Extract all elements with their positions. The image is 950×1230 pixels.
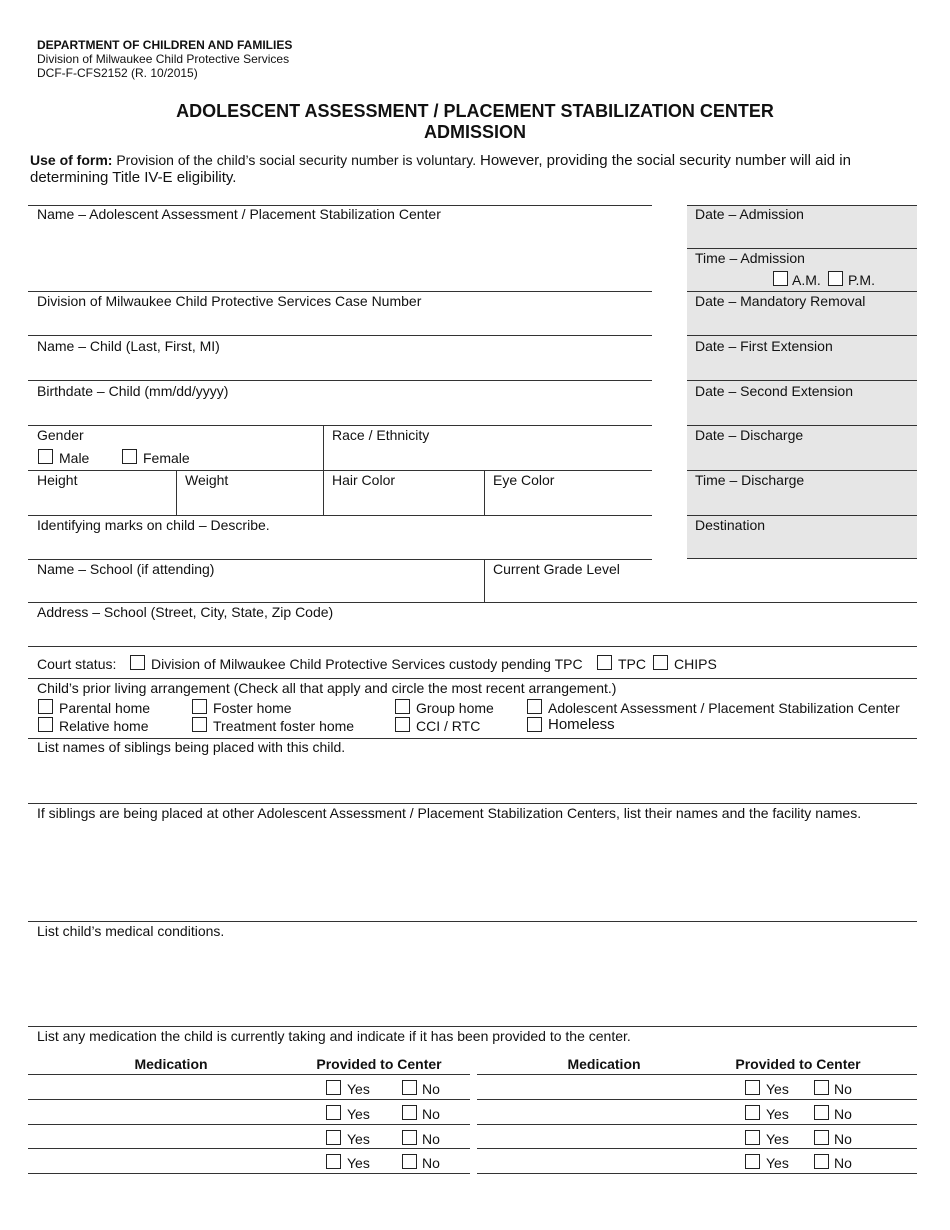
- medical-conditions-label: List child’s medical conditions.: [37, 923, 225, 939]
- medication-col-header-right: Medication: [567, 1056, 641, 1072]
- height-input[interactable]: [36, 490, 175, 514]
- date-admission-input[interactable]: [694, 224, 916, 248]
- weight-input[interactable]: [184, 490, 323, 514]
- provided-yes-checkbox[interactable]: [326, 1080, 341, 1095]
- provided-yes-checkbox[interactable]: [326, 1154, 341, 1169]
- provided-yes-checkbox[interactable]: [745, 1080, 760, 1095]
- cci-rtc-label: CCI / RTC: [416, 718, 481, 734]
- use-of-form-text: Provision of the child’s social security number is voluntary.: [116, 152, 477, 168]
- living-arrangement-label: Child’s prior living arrangement (Check all that apply and circle the most recent arrangement.): [37, 680, 617, 696]
- female-checkbox[interactable]: [122, 449, 137, 464]
- am-label: A.M.: [792, 272, 821, 288]
- medical-conditions-input[interactable]: [36, 942, 915, 1028]
- height-label: Height: [37, 472, 78, 488]
- medication-name-input[interactable]: [30, 1152, 314, 1174]
- marks-input[interactable]: [36, 535, 650, 559]
- hair-color-input[interactable]: [331, 490, 485, 514]
- destination-input[interactable]: [694, 535, 916, 558]
- no-label: No: [422, 1131, 440, 1147]
- race-label: Race / Ethnicity: [332, 427, 430, 443]
- siblings-other-label: If siblings are being placed at other Adolescent Assessment / Placement Stabilization Centers, list their names and the facility names.: [37, 805, 862, 821]
- court-status-label: Court status:: [37, 656, 117, 672]
- provided-no-checkbox[interactable]: [814, 1080, 829, 1095]
- provided-no-checkbox[interactable]: [402, 1080, 417, 1095]
- homeless-checkbox[interactable]: [527, 717, 542, 732]
- am-checkbox[interactable]: [773, 271, 788, 286]
- time-admission-label: Time – Admission: [695, 250, 805, 266]
- provided-no-checkbox[interactable]: [402, 1105, 417, 1120]
- yes-label: Yes: [766, 1131, 789, 1147]
- case-number-input[interactable]: [36, 311, 650, 335]
- group-home-label: Group home: [416, 700, 494, 716]
- school-address-label: Address – School (Street, City, State, Zip Code): [37, 604, 334, 620]
- no-label: No: [422, 1155, 440, 1171]
- yes-label: Yes: [766, 1155, 789, 1171]
- marks-label: Identifying marks on child – Describe.: [37, 517, 270, 533]
- no-label: No: [834, 1081, 852, 1097]
- court-tpc-label: TPC: [618, 656, 646, 672]
- medication-name-input[interactable]: [479, 1152, 738, 1174]
- medication-name-input[interactable]: [479, 1078, 738, 1100]
- medication-col-header-left: Medication: [134, 1056, 208, 1072]
- page-title-line2: ADMISSION: [423, 122, 526, 142]
- female-label: Female: [143, 450, 190, 466]
- homeless-label: Homeless: [548, 716, 615, 733]
- relative-home-checkbox[interactable]: [38, 717, 53, 732]
- no-label: No: [422, 1106, 440, 1122]
- weight-label: Weight: [185, 472, 229, 488]
- parental-home-label: Parental home: [59, 700, 151, 716]
- provided-no-checkbox[interactable]: [402, 1130, 417, 1145]
- yes-label: Yes: [766, 1081, 789, 1097]
- time-discharge-label: Time – Discharge: [695, 472, 805, 488]
- aapsc-label: Adolescent Assessment / Placement Stabilization Center: [548, 700, 900, 716]
- pm-checkbox[interactable]: [828, 271, 843, 286]
- relative-home-label: Relative home: [59, 718, 149, 734]
- group-home-checkbox[interactable]: [395, 699, 410, 714]
- provided-yes-checkbox[interactable]: [326, 1130, 341, 1145]
- case-number-label: Division of Milwaukee Child Protective Services Case Number: [37, 293, 422, 309]
- date-mandatory-removal-input[interactable]: [694, 311, 916, 335]
- no-label: No: [422, 1081, 440, 1097]
- date-discharge-input[interactable]: [694, 445, 916, 469]
- no-label: No: [834, 1155, 852, 1171]
- grade-level-label: Current Grade Level: [493, 561, 620, 577]
- school-address-input[interactable]: [36, 622, 915, 646]
- siblings-with-label: List names of siblings being placed with this child.: [37, 739, 346, 755]
- treatment-foster-home-label: Treatment foster home: [213, 718, 355, 734]
- birthdate-input[interactable]: [36, 401, 650, 425]
- male-label: Male: [59, 450, 90, 466]
- date-first-extension-input[interactable]: [694, 356, 916, 380]
- provided-no-checkbox[interactable]: [402, 1154, 417, 1169]
- provided-yes-checkbox[interactable]: [326, 1105, 341, 1120]
- medication-name-input[interactable]: [30, 1128, 314, 1149]
- use-of-form-label: Use of form:: [30, 152, 113, 168]
- provided-no-checkbox[interactable]: [814, 1105, 829, 1120]
- center-name-label: Name – Adolescent Assessment / Placement Stabilization Center: [37, 206, 441, 222]
- medication-name-input[interactable]: [30, 1078, 314, 1100]
- date-second-extension-input[interactable]: [694, 401, 916, 425]
- school-name-input[interactable]: [36, 579, 480, 602]
- school-name-label: Name – School (if attending): [37, 561, 215, 577]
- siblings-other-input[interactable]: [36, 824, 915, 922]
- no-label: No: [834, 1131, 852, 1147]
- center-name-input[interactable]: [36, 226, 650, 288]
- cci-rtc-checkbox[interactable]: [395, 717, 410, 732]
- eye-color-label: Eye Color: [493, 472, 555, 488]
- provided-yes-checkbox[interactable]: [745, 1130, 760, 1145]
- parental-home-checkbox[interactable]: [38, 699, 53, 714]
- use-of-form-line2: determining Title IV-E eligibility.: [30, 169, 237, 186]
- yes-label: Yes: [347, 1081, 370, 1097]
- use-of-form-text-large: However, providing the social security number will aid in: [479, 152, 851, 169]
- destination-label: Destination: [695, 517, 766, 533]
- pm-label: P.M.: [848, 272, 875, 288]
- child-name-label: Name – Child (Last, First, MI): [37, 338, 220, 354]
- date-second-extension-label: Date – Second Extension: [695, 383, 853, 399]
- yes-label: Yes: [347, 1155, 370, 1171]
- provided-col-header-right: Provided to Center: [735, 1056, 861, 1072]
- provided-col-header-left: Provided to Center: [316, 1056, 442, 1072]
- medication-name-input[interactable]: [30, 1103, 314, 1125]
- foster-home-label: Foster home: [213, 700, 292, 716]
- race-input[interactable]: [331, 445, 650, 469]
- birthdate-label: Birthdate – Child (mm/dd/yyyy): [37, 383, 229, 399]
- use-of-form: [30, 151, 920, 170]
- court-tpc-checkbox[interactable]: [597, 655, 612, 670]
- provided-no-checkbox[interactable]: [814, 1154, 829, 1169]
- court-custody-label: Division of Milwaukee Child Protective Services custody pending TPC: [151, 656, 583, 672]
- provided-yes-checkbox[interactable]: [745, 1154, 760, 1169]
- court-custody-checkbox[interactable]: [130, 655, 145, 670]
- hair-color-label: Hair Color: [332, 472, 396, 488]
- aapsc-checkbox[interactable]: [527, 699, 542, 714]
- yes-label: Yes: [347, 1131, 370, 1147]
- date-mandatory-removal-label: Date – Mandatory Removal: [695, 293, 866, 309]
- foster-home-checkbox[interactable]: [192, 699, 207, 714]
- form-id: DCF-F-CFS2152 (R. 10/2015): [37, 66, 198, 80]
- medication-name-input[interactable]: [479, 1103, 738, 1125]
- treatment-foster-home-checkbox[interactable]: [192, 717, 207, 732]
- medication-instruction: List any medication the child is currently taking and indicate if it has been provided to the center.: [37, 1028, 631, 1044]
- male-checkbox[interactable]: [38, 449, 53, 464]
- time-discharge-input[interactable]: [694, 490, 916, 514]
- date-admission-label: Date – Admission: [695, 206, 804, 222]
- grade-level-input[interactable]: [492, 579, 916, 602]
- eye-color-input[interactable]: [492, 490, 650, 514]
- gender-label: Gender: [37, 427, 84, 443]
- court-chips-checkbox[interactable]: [653, 655, 668, 670]
- division-name: Division of Milwaukee Child Protective Services: [37, 52, 290, 66]
- child-name-input[interactable]: [36, 356, 650, 380]
- no-label: No: [834, 1106, 852, 1122]
- yes-label: Yes: [347, 1106, 370, 1122]
- date-first-extension-label: Date – First Extension: [695, 338, 833, 354]
- yes-label: Yes: [766, 1106, 789, 1122]
- siblings-with-input[interactable]: [36, 758, 915, 804]
- page-title: ADOLESCENT ASSESSMENT / PLACEMENT STABILIZATION CENTER: [176, 101, 774, 121]
- department-name: DEPARTMENT OF CHILDREN AND FAMILIES: [37, 38, 293, 52]
- provided-no-checkbox[interactable]: [814, 1130, 829, 1145]
- date-discharge-label: Date – Discharge: [695, 427, 804, 443]
- medication-name-input[interactable]: [479, 1128, 738, 1149]
- provided-yes-checkbox[interactable]: [745, 1105, 760, 1120]
- court-chips-label: CHIPS: [674, 656, 717, 672]
